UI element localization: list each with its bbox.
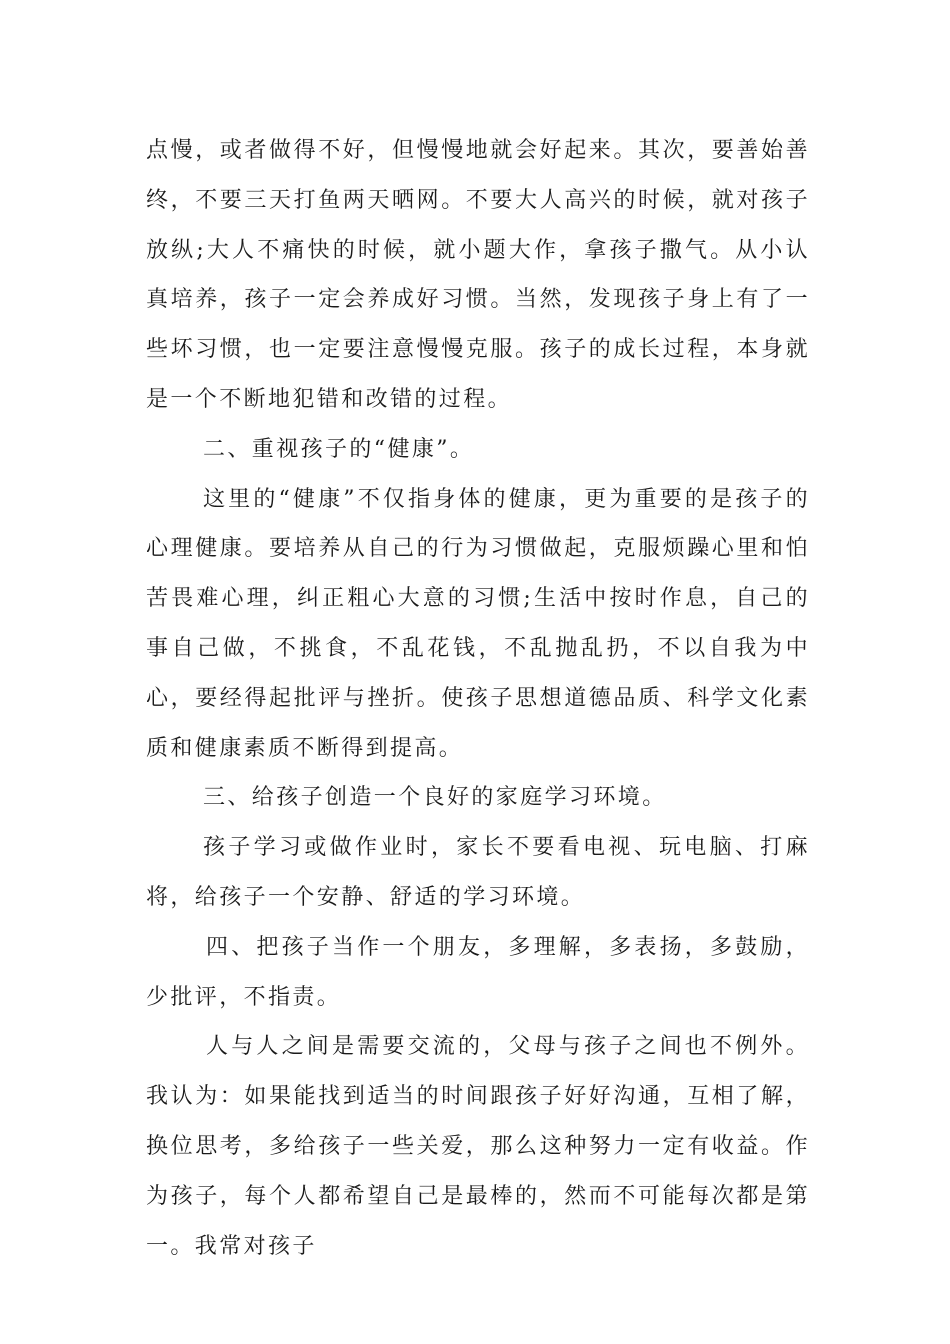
paragraph-health: 这里的“健康”不仅指身体的健康，更为重要的是孩子的心理健康。要培养从自己的行为习惯做起，克服烦躁心里和怕苦畏难心理，纠正粗心大意的习惯;生活中按时作息，自己的事自己做，不挑食，不乱花钱，不乱抛乱扔，不以自我为中心，要经得起批评与挫折。使孩子思想道德品质、科学文化素质和健康素质不断得到提高。 bbox=[146, 486, 810, 761]
section-heading-environment: 三、给孩子创造一个良好的家庭学习环境。 bbox=[203, 785, 667, 811]
section-heading-friend: 四、把孩子当作一个朋友，多理解，多表扬，多鼓励，少批评，不指责。 bbox=[146, 934, 810, 1010]
section-heading-health: 二、重视孩子的“健康”。 bbox=[203, 436, 475, 462]
document-body bbox=[146, 126, 810, 1271]
paragraph-environment: 孩子学习或做作业时，家长不要看电视、玩电脑、打麻将，给孩子一个安静、舒适的学习环境。 bbox=[146, 835, 810, 910]
paragraph-continuation: 点慢，或者做得不好，但慢慢地就会好起来。其次，要善始善终，不要三天打鱼两天晒网。不要大人高兴的时候，就对孩子放纵;大人不痛快的时候，就小题大作，拿孩子撒气。从小认真培养，孩子一定会养成好习惯。当然，发现孩子身上有了一些坏习惯，也一定要注意慢慢克服。孩子的成长过程，本身就是一个不断地犯错和改错的过程。 bbox=[146, 138, 810, 412]
paragraph-communication: 人与人之间是需要交流的，父母与孩子之间也不例外。我认为：如果能找到适当的时间跟孩子好好沟通，互相了解，换位思考，多给孩子一些关爱，那么这种努力一定有收益。作为孩子，每个人都希望自己是最棒的，然而不可能每次都是第一。我常对孩子 bbox=[146, 1034, 810, 1259]
